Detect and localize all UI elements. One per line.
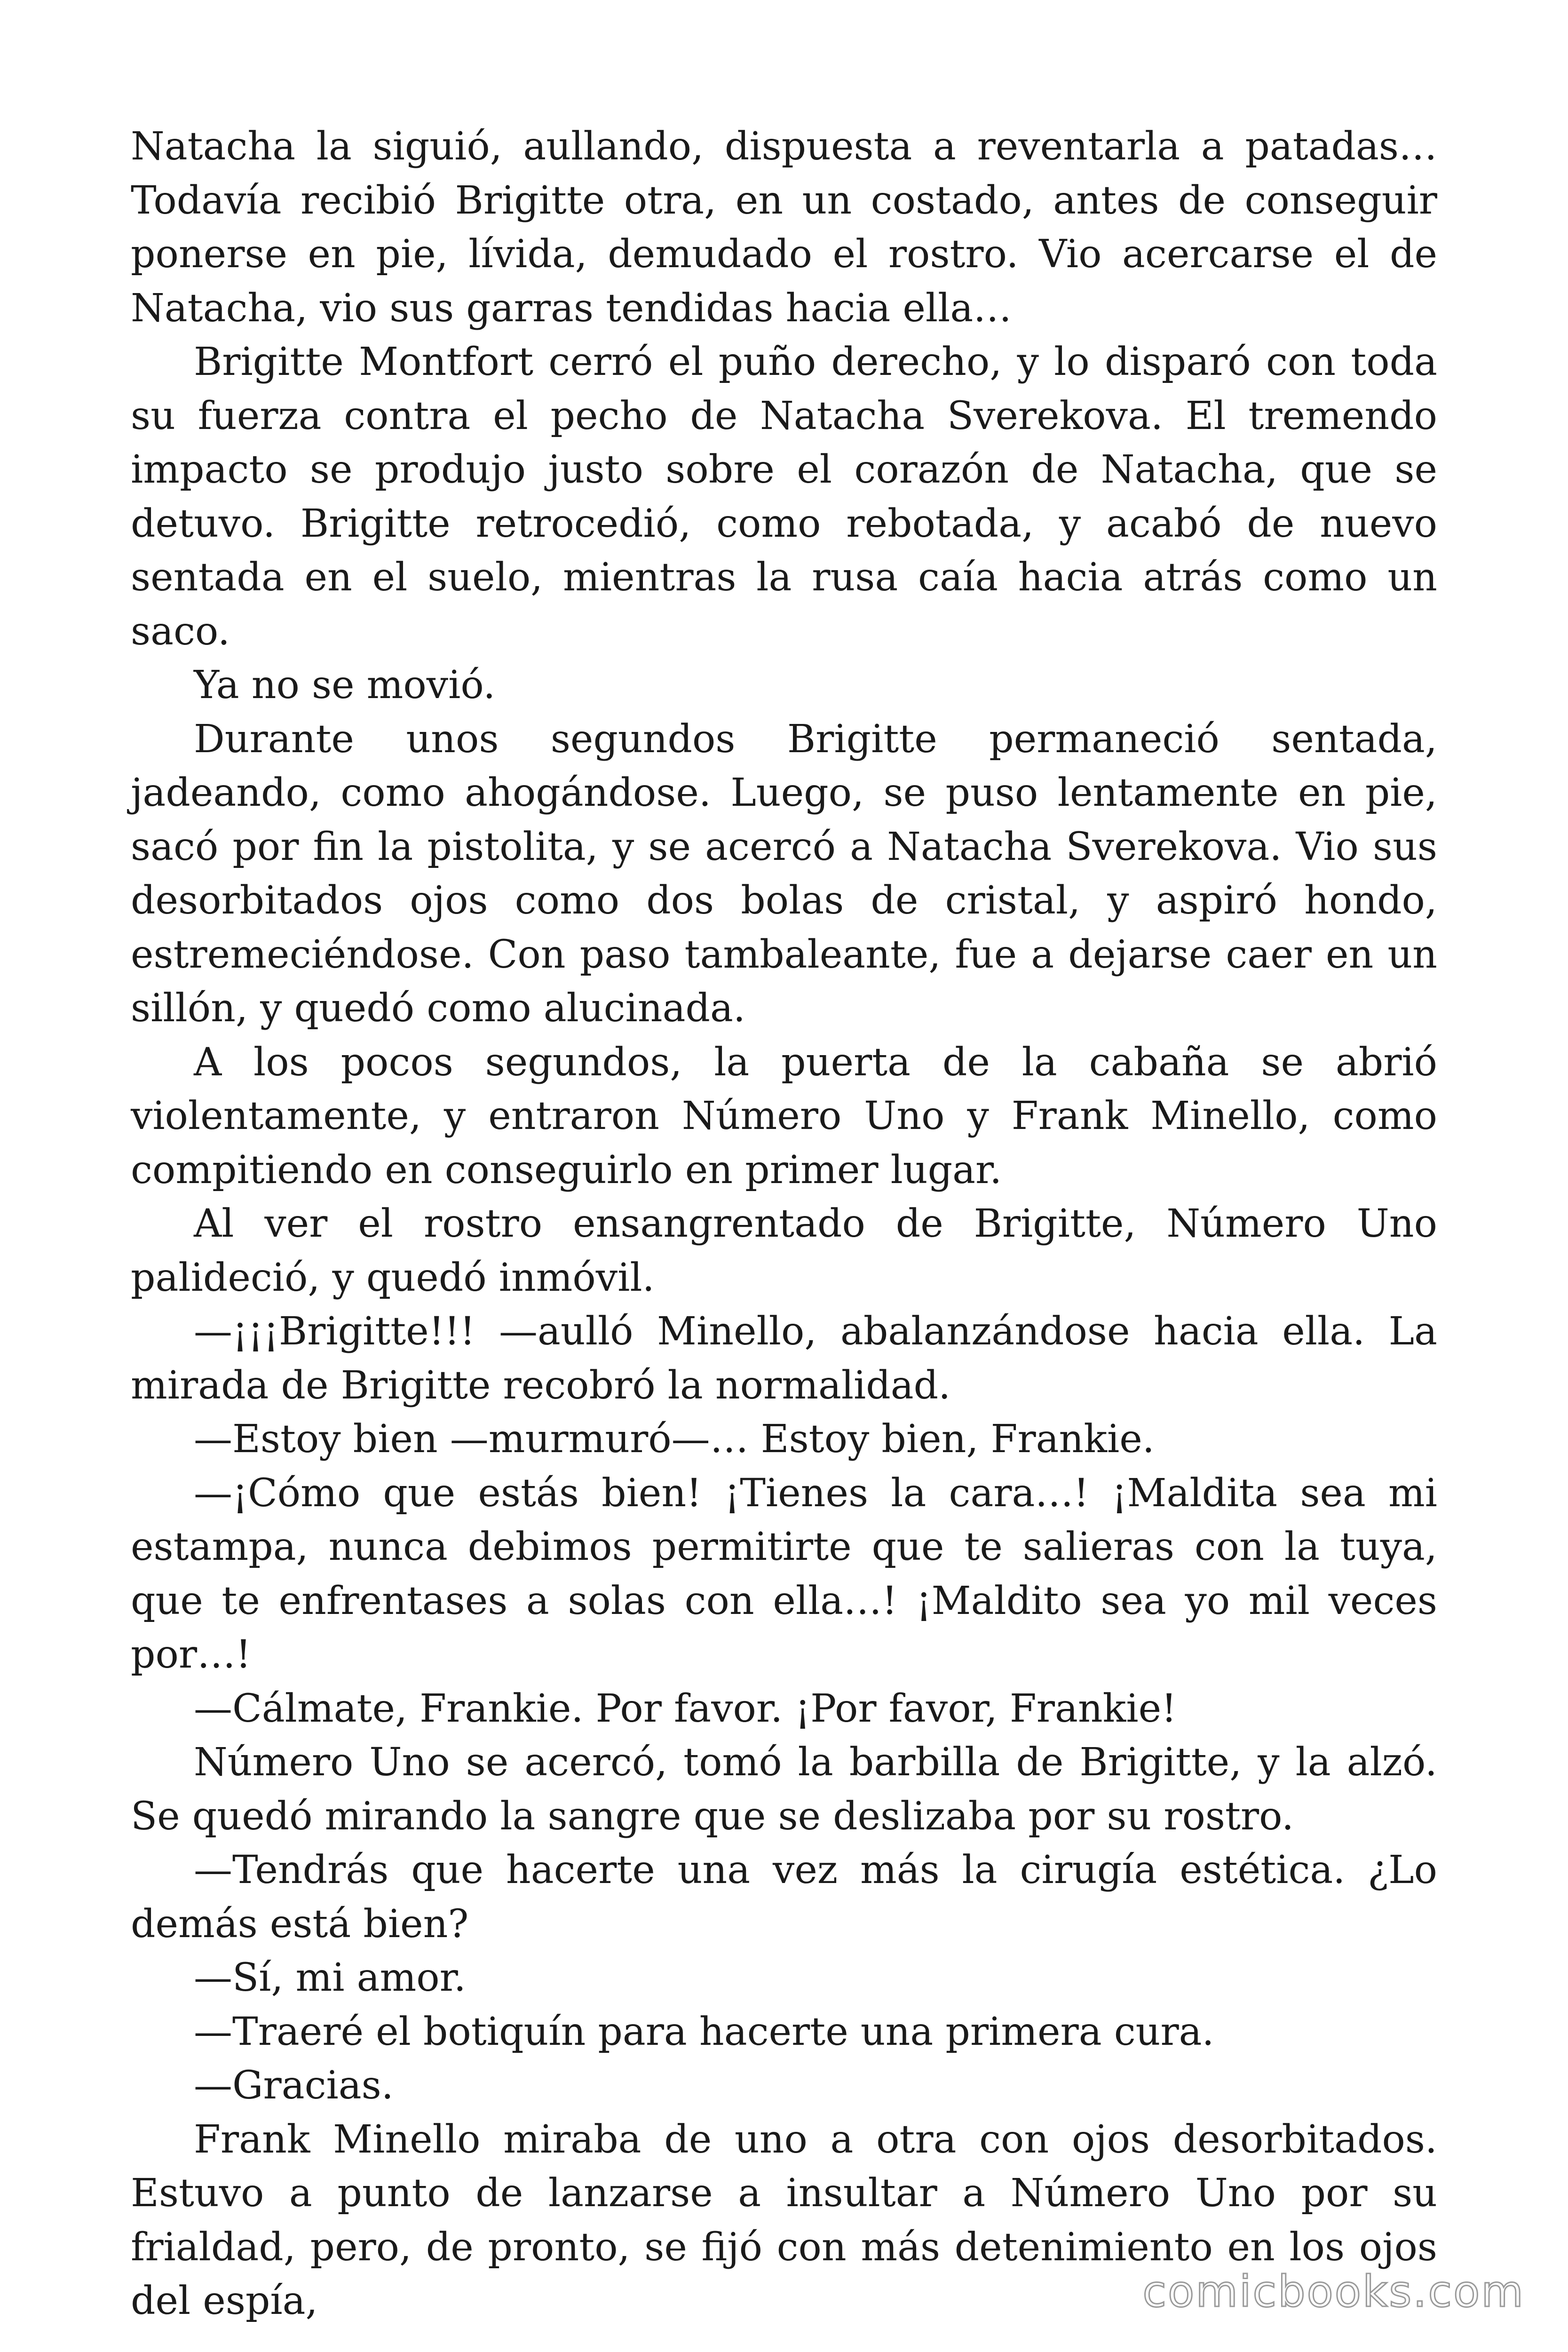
paragraph: A los pocos segundos, la puerta de la cabaña se abrió violentamente, y entraron Número Uno y Frank Minello, como compitiendo en conseguirlo en primer lugar.: [131, 1040, 1437, 1192]
paragraph: Natacha la siguió, aullando, dispuesta a reventarla a patadas… Todavía recibió Brigitte otra, en un costado, antes de conseguir ponerse en pie, lívida, demudado el rostro. Vio acercarse el de Natacha, vio sus garras tendidas hacia ella…: [131, 124, 1437, 331]
paragraph: —Tendrás que hacerte una vez más la cirugía estética. ¿Lo demás está bien?: [131, 1848, 1437, 1947]
paragraph: Ya no se movió.: [194, 663, 496, 707]
paragraph: —¡¡¡Brigitte!!! —aulló Minello, abalanzándose hacia ella. La mirada de Brigitte recobró la normalidad.: [131, 1309, 1437, 1408]
watermark-logo: comicbooks.com: [1142, 2266, 1525, 2317]
paragraph: —Gracias.: [194, 2063, 394, 2108]
paragraph: —¡Cómo que estás bien! ¡Tienes la cara…! ¡Maldita sea mi estampa, nunca debimos permitirte que te salieras con la tuya, que te enfrentases a solas con ella…! ¡Maldito sea yo mil veces por…!: [131, 1470, 1437, 1677]
paragraph: Número Uno se acercó, tomó la barbilla de Brigitte, y la alzó. Se quedó mirando la sangre que se deslizaba por su rostro.: [131, 1740, 1437, 1839]
paragraph: Brigitte Montfort cerró el puño derecho, y lo disparó con toda su fuerza contra el pecho de Natacha Sverekova. El tremendo impacto se produjo justo sobre el corazón de Natacha, que se detuvo. Brigitte retrocedió, como rebotada, y acabó de nuevo sentada en el suelo, mientras la rusa caía hacia atrás como un saco.: [131, 340, 1437, 654]
paragraph: Frank Minello miraba de uno a otra con ojos desorbitados. Estuvo a punto de lanzarse a insultar a Número Uno por su frialdad, pero, de pronto, se fijó con más detenimiento en los ojos del espía,: [131, 2117, 1437, 2323]
paragraph: —Sí, mi amor.: [194, 1955, 466, 2000]
paragraph: —Cálmate, Frankie. Por favor. ¡Por favor, Frankie!: [194, 1686, 1177, 1731]
paragraph: Al ver el rostro ensangrentado de Brigitte, Número Uno palideció, y quedó inmóvil.: [131, 1201, 1437, 1300]
page-text: [131, 120, 1437, 2328]
paragraph: —Estoy bien —murmuró—… Estoy bien, Frankie.: [194, 1417, 1155, 1462]
paragraph: —Traeré el botiquín para hacerte una primera cura.: [194, 2009, 1214, 2054]
paragraph: Durante unos segundos Brigitte permaneció sentada, jadeando, como ahogándose. Luego, se puso lentamente en pie, sacó por fin la pistolita, y se acercó a Natacha Sverekova. Vio sus desorbitados ojos como dos bolas de cristal, y aspiró hondo, estremeciéndose. Con paso tambaleante, fue a dejarse caer en un sillón, y quedó como alucinada.: [131, 716, 1437, 1031]
